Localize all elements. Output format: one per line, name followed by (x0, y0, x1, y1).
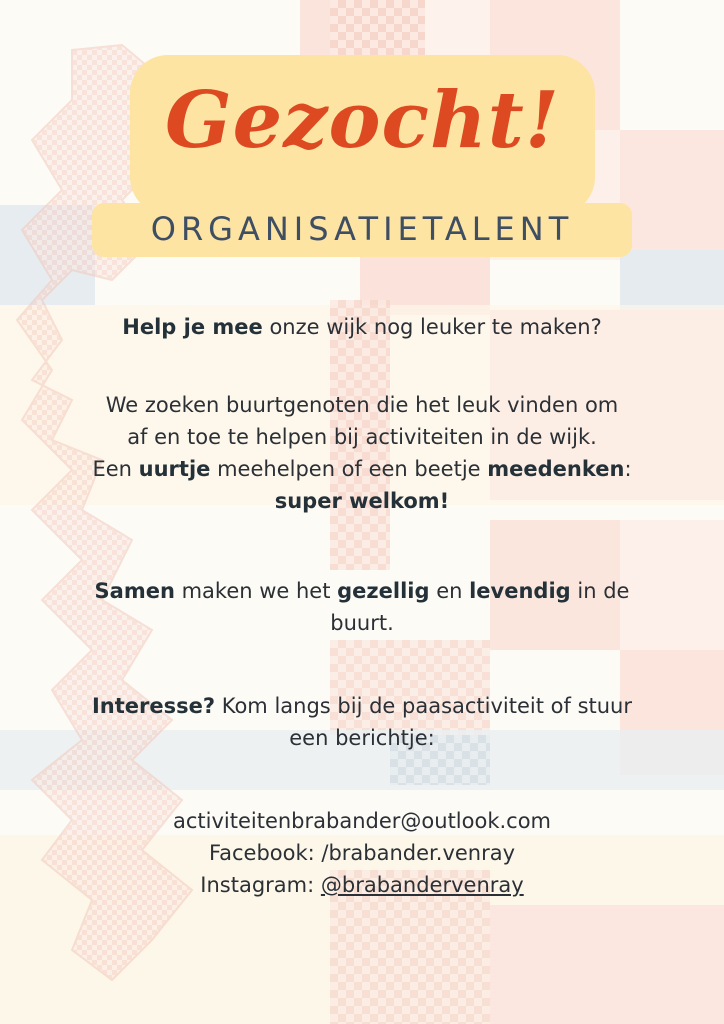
recruit-paragraph (40, 389, 684, 517)
recruit-line-2: af en toe te helpen bij activiteiten in de wijk. (127, 425, 597, 449)
recruit-line-4: super welkom! (274, 489, 450, 513)
interest-line-2: een berichtje: (289, 726, 435, 750)
interest-paragraph (40, 690, 684, 754)
contact-facebook: Facebook: /brabander.venray (208, 841, 516, 865)
together-line-2: buurt. (330, 611, 394, 635)
recruit-line-3: Een uurtje meehelpen of een beetje meedenken: (92, 457, 632, 481)
together-line-1: Samen maken we het gezellig en levendig in de (94, 579, 630, 603)
headline-subtitle: ORGANISATIETALENT (150, 210, 574, 248)
contact-email[interactable]: activiteitenbrabander@outlook.com (172, 809, 552, 833)
intro-rest: onze wijk nog leuker te maken? (262, 315, 602, 339)
interest-line-1: Interesse? Kom langs bij de paasactiviteit of stuur (91, 694, 632, 718)
intro-bold: Help je mee (122, 315, 263, 339)
together-paragraph (40, 575, 684, 639)
headline-title: Gezocht! (164, 75, 561, 166)
contact-block (40, 805, 684, 901)
contact-instagram: Instagram: @brabandervenray (200, 873, 524, 897)
recruit-line-1: We zoeken buurtgenoten die het leuk vinden om (105, 393, 619, 417)
intro-paragraph (40, 311, 684, 343)
instagram-handle-link[interactable]: @brabandervenray (320, 873, 524, 897)
facebook-handle[interactable]: /brabander.venray (321, 841, 516, 865)
